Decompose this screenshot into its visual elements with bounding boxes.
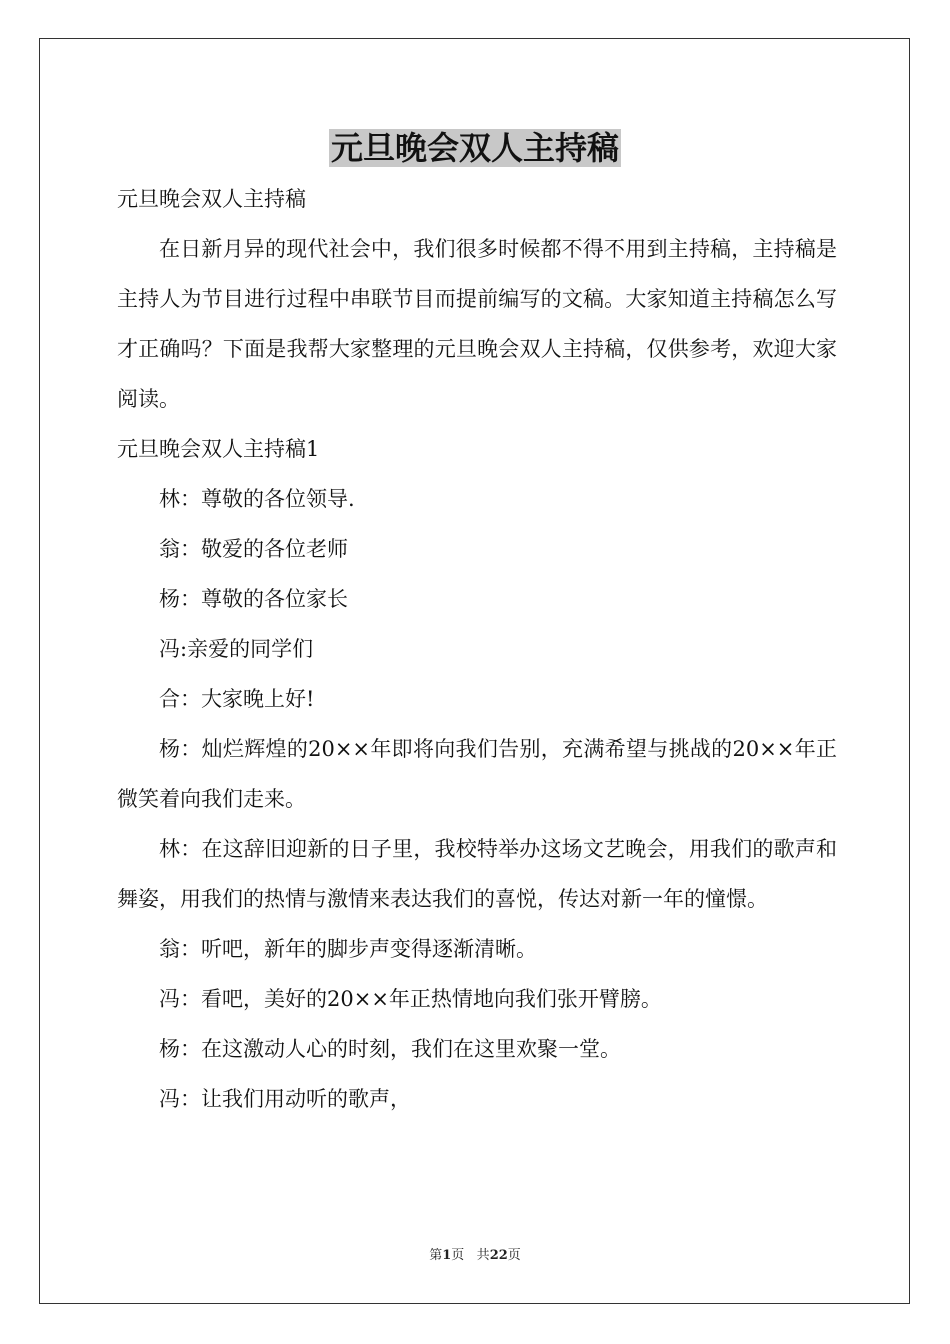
paragraph: 杨：尊敬的各位家长 xyxy=(159,587,348,611)
paragraph: 林：尊敬的各位领导. xyxy=(159,487,355,511)
paragraph: 冯：让我们用动听的歌声， xyxy=(159,1087,411,1111)
paragraph: 元旦晚会双人主持稿1 xyxy=(117,437,320,461)
paragraph: 翁：听吧，新年的脚步声变得逐渐清晰。 xyxy=(159,937,537,961)
total-prefix: 共 xyxy=(476,1248,490,1263)
document-body xyxy=(117,174,837,1124)
page-prefix: 第 xyxy=(429,1248,443,1263)
paragraph: 元旦晚会双人主持稿 xyxy=(117,187,306,211)
document-title-text: 元旦晚会双人主持稿 xyxy=(330,129,619,167)
total-suffix: 页 xyxy=(507,1248,521,1263)
page-footer xyxy=(0,1247,950,1265)
total-pages: 22 xyxy=(489,1248,508,1263)
page-suffix: 页 xyxy=(451,1248,465,1263)
paragraph: 翁：敬爱的各位老师 xyxy=(159,537,348,561)
paragraph: 杨：在这激动人心的时刻，我们在这里欢聚一堂。 xyxy=(159,1037,621,1061)
page-number: 1 xyxy=(442,1248,452,1263)
paragraph: 冯:亲爱的同学们 xyxy=(159,637,314,661)
document-title xyxy=(0,126,950,170)
paragraph: 林：在这辞旧迎新的日子里，我校特举办这场文艺晚会，用我们的歌声和舞姿，用我们的热情与激情来表达我们的喜悦，传达对新一年的憧憬。 xyxy=(117,837,837,911)
paragraph: 合：大家晚上好! xyxy=(159,687,315,711)
paragraph: 冯：看吧，美好的20××年正热情地向我们张开臂膀。 xyxy=(159,987,662,1011)
paragraph: 杨：灿烂辉煌的20××年即将向我们告别，充满希望与挑战的20××年正微笑着向我们走来。 xyxy=(117,737,837,811)
paragraph: 在日新月异的现代社会中，我们很多时候都不得不用到主持稿，主持稿是主持人为节目进行过程中串联节目而提前编写的文稿。大家知道主持稿怎么写才正确吗？下面是我帮大家整理的元旦晚会双人主持稿，仅供参考，欢迎大家阅读。 xyxy=(117,237,837,411)
